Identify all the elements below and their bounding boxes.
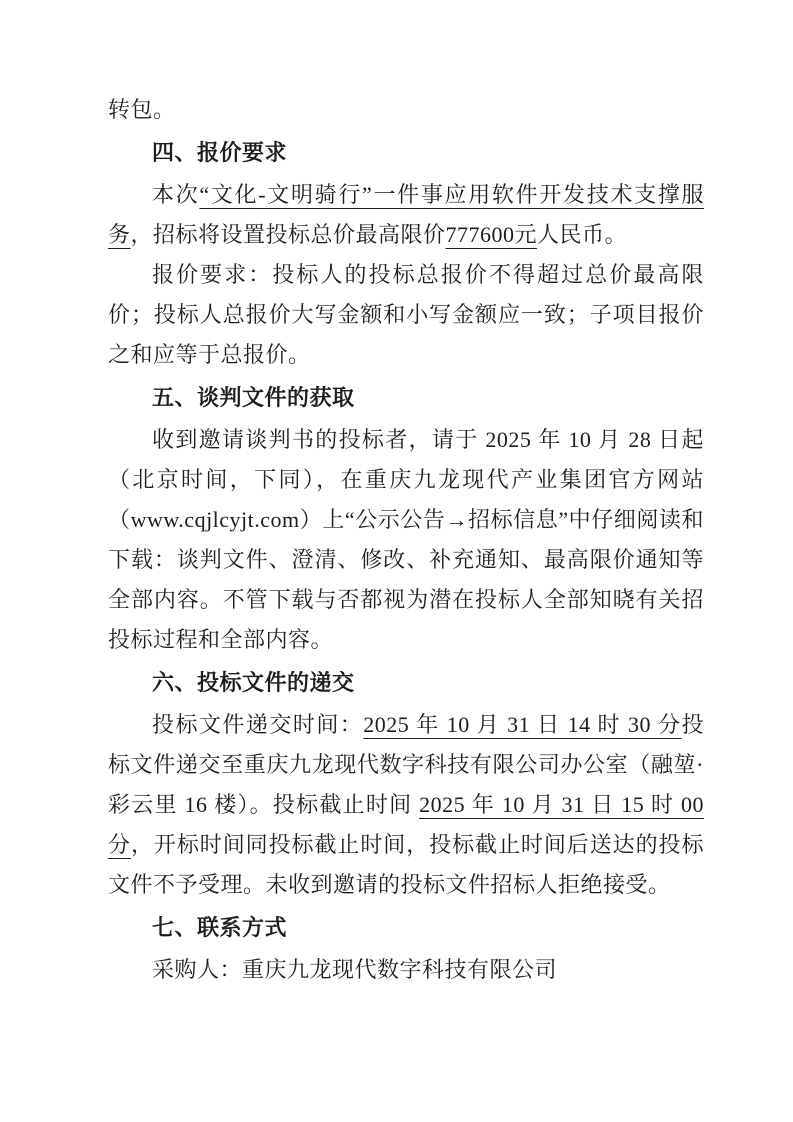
paragraph xyxy=(108,950,704,990)
text-segment: ，开标时间同投标截止时间，投标截止时间后送达的投标文件不予受理。未收到邀请的投标文件招标人拒绝接受。 xyxy=(108,832,704,897)
text-segment: 本次 xyxy=(152,182,200,207)
paragraph xyxy=(108,90,704,130)
section-heading: 七、联系方式 xyxy=(152,915,288,940)
text-segment: 采购人：重庆九龙现代数字科技有限公司 xyxy=(152,957,558,982)
paragraph xyxy=(108,175,704,255)
text-segment: 投标文件递交时间： xyxy=(152,712,364,737)
paragraph xyxy=(108,255,704,375)
section-heading: 五、谈判文件的获取 xyxy=(152,385,355,410)
text-segment: 报价要求：投标人的投标总报价不得超过总价最高限价；投标人总报价大写金额和小写金额应一致；子项目报价之和应等于总报价。 xyxy=(108,262,704,367)
underlined-text: 2025 年 10 月 31 日 15 时 00 分 xyxy=(108,792,704,857)
text-segment: 人民币。 xyxy=(537,222,628,247)
underlined-text: 2025 年 10 月 31 日 14 时 30 分 xyxy=(363,712,682,737)
document-body xyxy=(108,90,704,990)
text-segment: 转包。 xyxy=(108,97,176,122)
section-heading: 四、报价要求 xyxy=(152,140,288,165)
text-segment: 投标文件递交至重庆九龙现代数字科技有限公司办公室（融堃·彩云里 16 楼）。投标截止时间 xyxy=(108,712,704,817)
underlined-text: 777600元 xyxy=(445,222,538,247)
underlined-text: “文化-文明骑行”一件事应用软件开发技术支撑服务 xyxy=(108,182,704,247)
text-segment: ，招标将设置投标总价最高限价 xyxy=(130,222,446,247)
text-segment: 收到邀请谈判书的投标者，请于 2025 年 10 月 28 日起（北京时间，下同），在重庆九龙现代产业集团官方网站（www.cqjlcyjt.com）上“公示公告→招标信息”中仔细阅读和下载：谈判文件、澄清、修改、补充通知、最高限价通知等全部内容。不管下载与否都视为潜在投标人全部知晓有关招投标过程和全部内容。 xyxy=(108,427,704,652)
paragraph xyxy=(108,705,704,905)
section-heading: 六、投标文件的递交 xyxy=(152,670,355,695)
paragraph xyxy=(108,420,704,660)
